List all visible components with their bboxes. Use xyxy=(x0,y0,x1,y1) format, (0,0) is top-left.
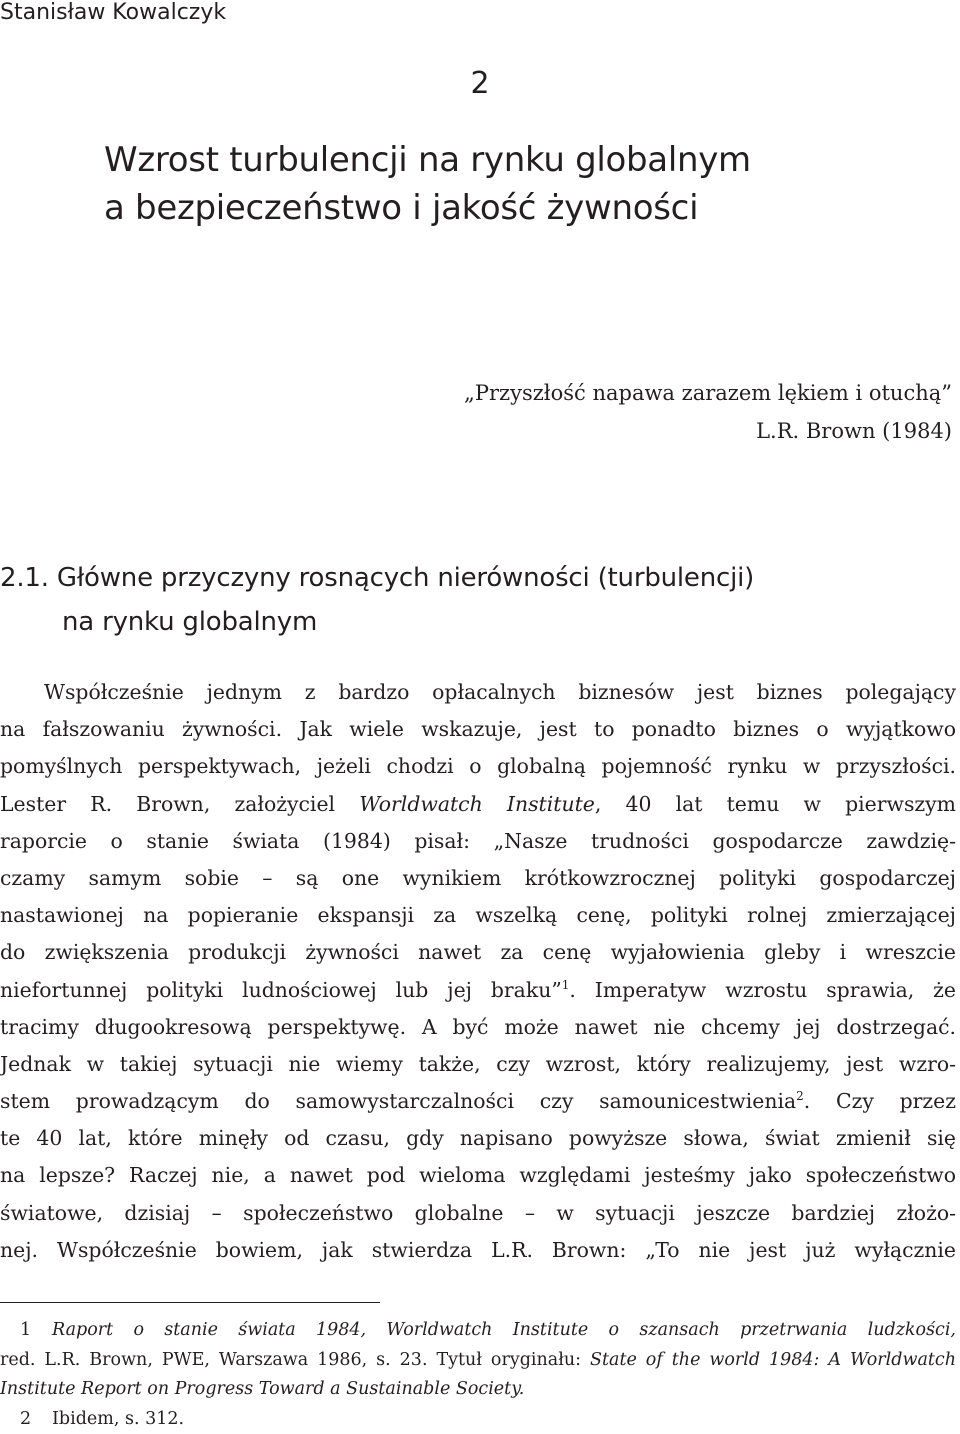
body-line: na lepsze? Raczej nie, a nawet pod wieloma względami jesteśmy jako społeczeństwo xyxy=(0,1157,956,1194)
body-text-run: niefortunnej polityki ludnościowej lub jej braku” xyxy=(0,978,562,1002)
epigraph-quote: „Przyszłość napawa zarazem lękiem i otuchą” xyxy=(252,374,952,412)
body-text-run: Lester R. Brown, założyciel xyxy=(0,792,359,816)
chapter-title xyxy=(104,136,924,232)
chapter-title-line: Wzrost turbulencji na rynku globalnym xyxy=(104,136,924,184)
body-line: Współcześnie jednym z bardzo opłacalnych biznesów jest biznes polegający xyxy=(0,674,956,711)
body-line: nej. Współcześnie bowiem, jak stwierdza L.R. Brown: „To nie jest już wyłącznie xyxy=(0,1232,956,1269)
footnote-line xyxy=(0,1316,956,1346)
footnote-ref[interactable]: 1 xyxy=(562,978,570,992)
chapter-number: 2 xyxy=(0,66,960,102)
section-heading-line: na rynku globalnym xyxy=(0,600,960,644)
footnote-ref[interactable]: 2 xyxy=(796,1089,804,1103)
footnote-text: Institute Report on Progress Toward a Sustainable Society. xyxy=(0,1379,524,1399)
footnote-number: 1 xyxy=(0,1316,52,1346)
body-line: światowe, dzisiaj – społeczeństwo globalne – w sytuacji jeszcze bardziej złożo- xyxy=(0,1195,956,1232)
body-line: Jednak w takiej sytuacji nie wiemy także, czy wzrost, który realizujemy, jest wzro- xyxy=(0,1046,956,1083)
footnote-line xyxy=(0,1405,956,1434)
body-line: tracimy długookresową perspektywę. A być może nawet nie chcemy jej dostrzegać. xyxy=(0,1009,956,1046)
footnote-number: 2 xyxy=(0,1405,52,1434)
footnote-text: Ibidem, s. 312. xyxy=(52,1409,184,1429)
body-paragraph xyxy=(0,674,956,1269)
footnote-text: State of the world 1984: A Worldwatch xyxy=(590,1350,956,1370)
body-line xyxy=(0,1083,956,1120)
body-line: czamy samym sobie – są one wynikiem krótkowzrocznej polityki gospodarczej xyxy=(0,860,956,897)
body-line xyxy=(0,972,956,1009)
footnotes xyxy=(0,1316,956,1434)
institute-name: Worldwatch Institute xyxy=(359,792,595,816)
body-line: te 40 lat, które minęły od czasu, gdy napisano powyższe słowa, świat zmienił się xyxy=(0,1120,956,1157)
body-text-run: stem prowadzącym do samowystarczalności czy samounicestwienia xyxy=(0,1089,796,1113)
body-text-run: , 40 lat temu w pierwszym xyxy=(595,792,956,816)
body-text-run: . Czy przez xyxy=(804,1089,956,1113)
body-line: na fałszowaniu żywności. Jak wiele wskazuje, jest to ponadto biznes o wyjątkowo xyxy=(0,711,956,748)
footnote-text: Raport o stanie świata 1984, Worldwatch Institute o szansach przetrwania ludzkości, xyxy=(52,1320,956,1340)
epigraph xyxy=(252,374,952,450)
chapter-title-line: a bezpieczeństwo i jakość żywności xyxy=(104,184,924,232)
running-head: Stanisław Kowalczyk xyxy=(0,0,226,26)
body-line xyxy=(0,786,956,823)
section-heading-line: 2.1. Główne przyczyny rosnących nierówności (turbulencji) xyxy=(0,556,960,600)
footnote-line xyxy=(0,1346,956,1376)
footnote-divider xyxy=(0,1302,380,1303)
body-line: nastawionej na popieranie ekspansji za wszelką cenę, polityki rolnej zmierzającej xyxy=(0,897,956,934)
section-heading xyxy=(0,556,960,644)
body-line: raporcie o stanie świata (1984) pisał: „Nasze trudności gospodarcze zawdzię- xyxy=(0,823,956,860)
footnote-line xyxy=(0,1375,956,1405)
body-line: do zwiększenia produkcji żywności nawet za cenę wyjałowienia gleby i wreszcie xyxy=(0,934,956,971)
body-text-run: . Imperatyw wzrostu sprawia, że xyxy=(569,978,956,1002)
epigraph-author: L.R. Brown (1984) xyxy=(252,412,952,450)
footnote-text: red. L.R. Brown, PWE, Warszawa 1986, s. 23. Tytuł oryginału: xyxy=(0,1350,590,1370)
body-line: pomyślnych perspektywach, jeżeli chodzi o globalną pojemność rynku w przyszłości. xyxy=(0,748,956,785)
